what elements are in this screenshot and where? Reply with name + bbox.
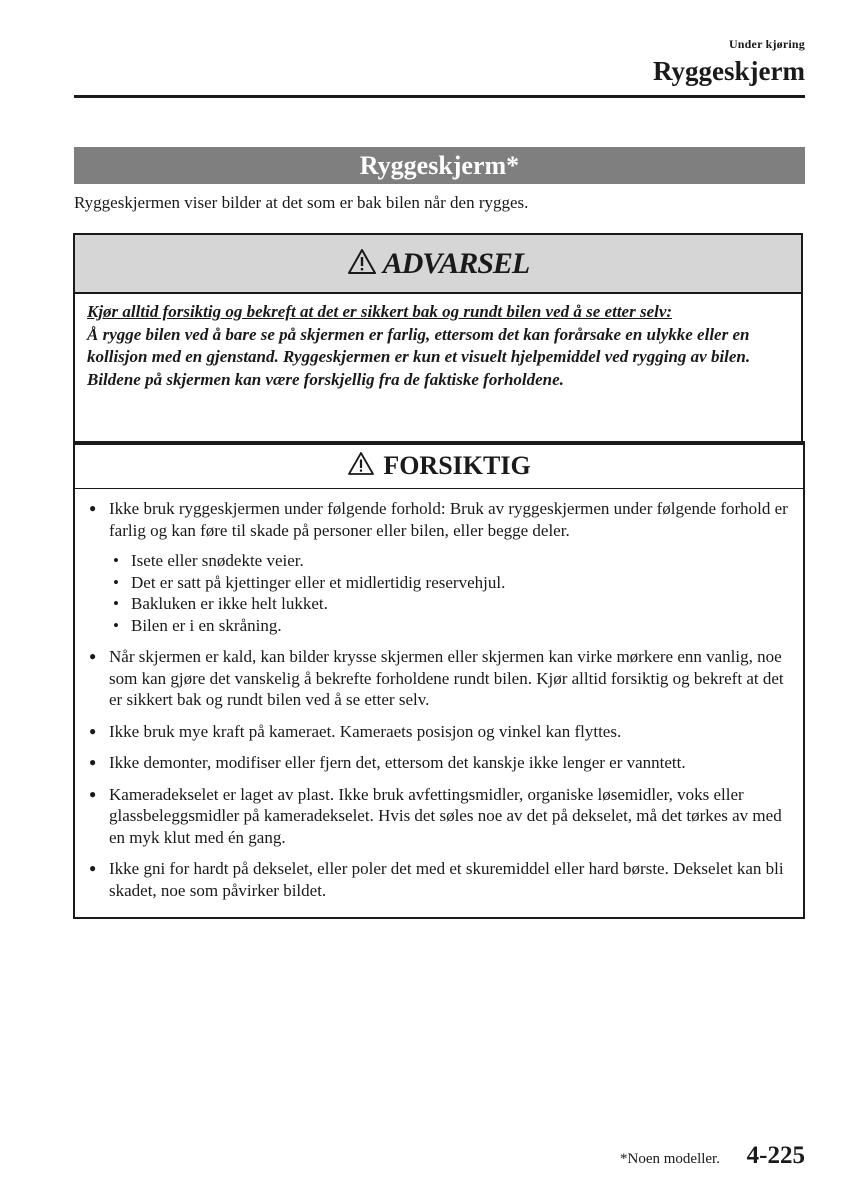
caution-item: ● Ikke gni for hardt på dekselet, eller poler det med et skuremiddel eller hard børste. Dekselet kan bli skadet, noe som påvirker bildet.: [87, 858, 793, 901]
section-title: Ryggeskjerm*: [359, 150, 520, 180]
caution-box: [73, 441, 805, 919]
warning-text: Å rygge bilen ved å bare se på skjermen er farlig, ettersom det kan forårsake en ulykke eller en kollisjon med en gjenstand. Ryggeskjermen er kun et visuelt hjelpemiddel ved rygging av bilen. Bildene på skjermen kan være forskjellig fra de faktiske forholdene.: [87, 324, 751, 389]
caution-list: [87, 498, 793, 901]
page-number: 4-225: [746, 1142, 805, 1169]
warning-lead: Kjør alltid forsiktig og bekreft at det er sikkert bak og rundt bilen ved å se etter selv:: [87, 302, 673, 321]
warning-title: ADVARSEL: [382, 246, 530, 280]
footer-note: *Noen modeller.: [620, 1151, 720, 1167]
caution-item-text: Ikke bruk ryggeskjermen under følgende forhold: Bruk av ryggeskjermen under følgende forhold er farlig og kan føre til skade på personer eller bilen, eller begge deler.: [109, 499, 788, 540]
warning-triangle-icon: [347, 248, 377, 280]
caution-title: FORSIKTIG: [383, 450, 531, 480]
header-section: Under kjøring: [728, 37, 805, 51]
warning-header: [75, 235, 801, 294]
warning-box: [73, 233, 803, 445]
warning-body: [75, 294, 801, 391]
caution-subitem: • Det er satt på kjettinger eller et midlertidig reservehjul.: [109, 572, 793, 594]
caution-item: ● Ikke demonter, modifiser eller fjern det, ettersom det kanskje ikke lenger er vanntett.: [87, 752, 793, 774]
caution-item: ● Kameradekselet er laget av plast. Ikke bruk avfettingsmidler, organiske løsemidler, voks eller glassbeleggsmidler på kameradekselet. Hvis det søles noe av det på dekselet, må det tørkes av med en myk klut med én gang.: [87, 784, 793, 849]
caution-triangle-icon: [347, 451, 375, 481]
caution-subitem: • Isete eller snødekte veier.: [109, 550, 793, 572]
header-title: Ryggeskjerm: [652, 56, 805, 86]
caution-body: [75, 489, 803, 901]
caution-item: ● Ikke bruk mye kraft på kameraet. Kameraets posisjon og vinkel kan flyttes.: [87, 721, 793, 743]
caution-item: [87, 498, 793, 636]
intro-text: Ryggeskjermen viser bilder at det som er bak bilen når den rygges.: [74, 193, 529, 212]
caution-item: ● Når skjermen er kald, kan bilder krysse skjermen eller skjermen kan virke mørkere enn vanlig, noe som kan gjøre det vanskelig å bekrefte forholdene rundt bilen. Kjør alltid forsiktig og bekreft at det er sikkert bak og rundt bilen ved å se etter selv.: [87, 646, 793, 711]
section-title-bar: [74, 147, 805, 184]
caution-header: [75, 443, 803, 489]
caution-subitem: • Bakluken er ikke helt lukket.: [109, 593, 793, 615]
header-rule: [74, 95, 805, 98]
caution-subitem: • Bilen er i en skråning.: [109, 615, 793, 637]
caution-sublist: [109, 550, 793, 636]
